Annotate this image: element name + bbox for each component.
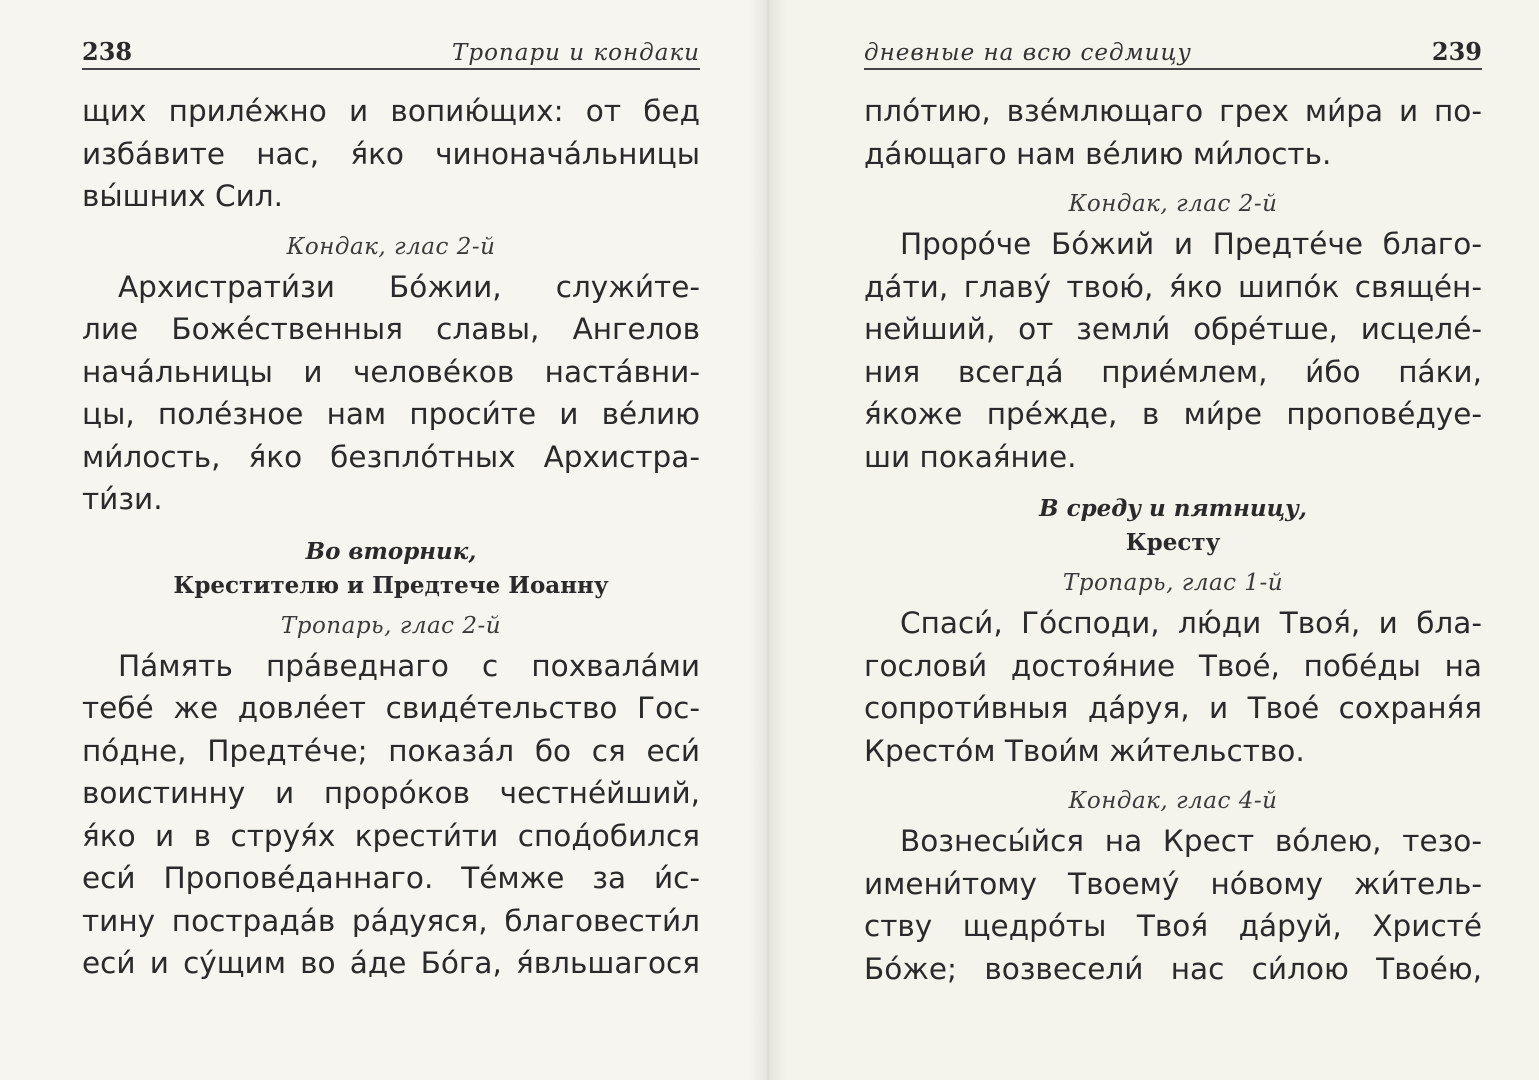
text-line: Бо́же; возвесели́ нас си́лою Твое́ю, [864, 951, 1482, 986]
text-line: лие Боже́ственныя славы, Ангелов [82, 312, 700, 346]
text-line: сопроти́вныя да́руя, и Твое́ сохраня́я [864, 691, 1482, 725]
text-line: пло́тию, взе́млющаго грех ми́ра и по- [864, 94, 1482, 128]
text-line: по́дне, Предте́че; показа́л бо ся еси́ [82, 733, 700, 768]
text-line: ти́зи. [82, 482, 163, 516]
left-page [0, 0, 768, 1080]
right-page-number: 239 [1431, 37, 1482, 66]
text-line: тину пострада́в ра́дуяся, благовести́л [82, 903, 700, 938]
text-line: нача́льницы и челове́ков наста́вни- [82, 354, 700, 389]
right-section-subheading: Кресту [1125, 529, 1221, 556]
text-line: воистинну и проро́ков честне́йший, [82, 776, 700, 810]
right-kondak-heading: Кондак, глас 2-й [1068, 191, 1278, 217]
right-page [768, 0, 1539, 1080]
left-running-head: Тропари и кондаки [452, 40, 700, 66]
text-line: Па́мять пра́веднаго с похвала́ми [118, 648, 700, 683]
text-line: ши покая́ние. [864, 439, 1077, 474]
right-kondak2-paragraph [864, 820, 1482, 990]
text-line: еси́ Пропове́даннаго. Те́мже за и́с- [82, 861, 700, 895]
text-line: Вознесы́йся на Крест во́лею, тезо- [900, 824, 1482, 858]
text-line: ми́лость, я́ко безпло́тных Архистра- [82, 439, 700, 474]
left-continuation-paragraph [82, 90, 700, 218]
text-line: вы́шних Сил. [82, 179, 283, 213]
text-line: я́коже пре́жде, в ми́ре пропове́дуе- [864, 397, 1482, 431]
text-line: щих приле́жно и вопию́щих: от бед [82, 94, 700, 128]
text-line: тебе́ же довле́ет свиде́тельство Гос- [82, 691, 700, 725]
right-tropar-heading: Тропарь, глас 1-й [1062, 570, 1284, 596]
text-line: ния всегда́ прие́млем, и́бо па́ки, [864, 354, 1482, 389]
text-line: Проро́че Бо́жий и Предте́че благо- [900, 227, 1482, 261]
text-line: да́ти, главу́ твою́, я́ко шипо́к свяще́н- [864, 269, 1482, 304]
left-section-subheading: Крестителю и Предтече Иоанну [173, 571, 609, 599]
left-page-header [82, 32, 700, 70]
text-line: имени́тому Твоему́ но́вому жи́тель- [864, 866, 1482, 901]
left-page-number: 238 [82, 37, 133, 66]
book-gutter-shadow [748, 0, 788, 1080]
left-tropar-heading: Тропарь, глас 2-й [280, 612, 502, 639]
left-section-heading: Во вторник, [305, 537, 477, 565]
text-line: избáвите нас, я́ко чинонача́льницы [82, 136, 700, 171]
right-running-head: дневные на всю седмицу [864, 40, 1192, 66]
text-line: ству щедро́ты Твоя́ да́руй, Христе́ [864, 909, 1482, 943]
left-kondak-heading: Кондак, глас 2-й [286, 233, 496, 260]
right-page-header [864, 32, 1482, 70]
right-kondak-paragraph [864, 223, 1482, 478]
right-section-heading: В среду и пятницу, [1039, 495, 1307, 522]
text-line: еси́ и су́щим во а́де Бо́га, я́вльшагося [82, 946, 700, 980]
left-text-column [82, 32, 700, 985]
text-line: Кресто́м Твои́м жи́тельство. [864, 733, 1305, 768]
text-line: да́ющаго нам ве́лию ми́лость. [864, 136, 1332, 171]
left-tropar-paragraph [82, 645, 700, 985]
left-kondak-paragraph [82, 266, 700, 521]
right-tropar-paragraph [864, 602, 1482, 772]
text-line: я́ко и в струя́х крести́ти спод́обился [82, 818, 700, 853]
text-line: нейший, от земли́ обре́тше, исцеле́- [864, 312, 1482, 346]
text-line: Спаси́, Го́споди, лю́ди Твоя́, и бла- [900, 606, 1482, 640]
text-line: Архистрати́зи Бо́жии, служи́те- [118, 269, 700, 304]
right-continuation-paragraph [864, 90, 1482, 175]
text-line: гослови́ достоя́ние Твое́, побе́ды на [864, 648, 1482, 683]
text-line: цы, поле́зное нам проси́те и ве́лию [82, 397, 700, 431]
right-kondak2-heading: Кондак, глас 4-й [1068, 788, 1278, 814]
right-text-column [864, 32, 1482, 990]
